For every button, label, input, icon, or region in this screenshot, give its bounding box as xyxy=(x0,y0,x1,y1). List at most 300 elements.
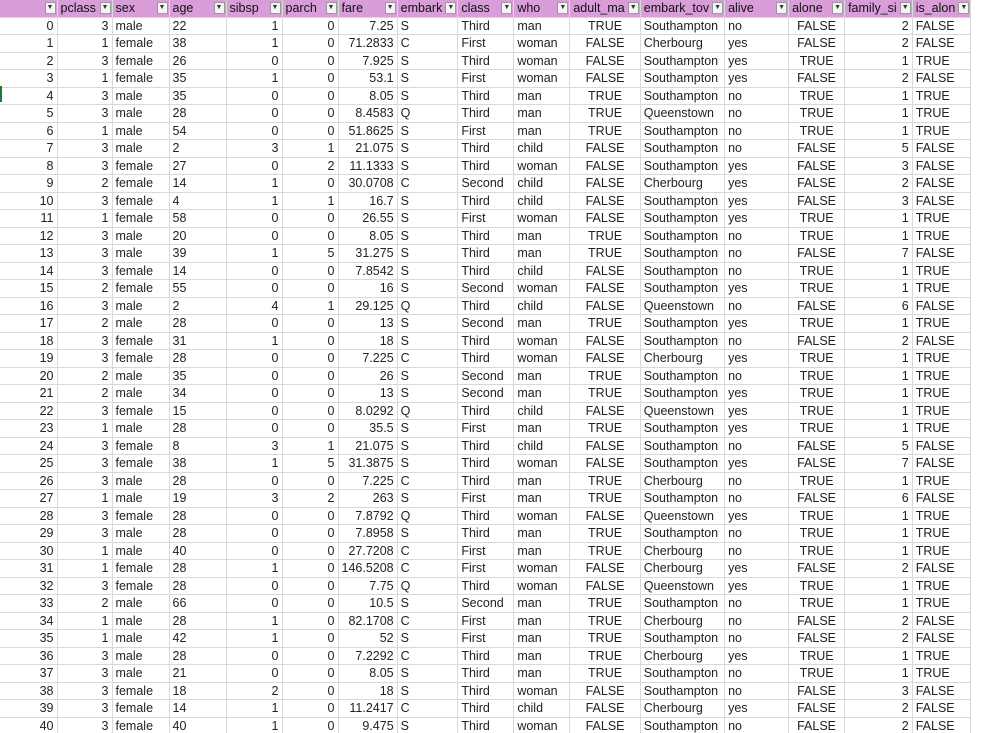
cell-index[interactable]: 2 xyxy=(0,52,57,70)
cell-index[interactable]: 36 xyxy=(0,647,57,665)
cell-class[interactable]: First xyxy=(458,630,514,648)
cell-index[interactable]: 29 xyxy=(0,525,57,543)
cell-age[interactable]: 19 xyxy=(169,490,226,508)
table-row[interactable] xyxy=(0,280,971,298)
cell-embark_tov[interactable]: Southampton xyxy=(640,192,724,210)
cell-adult_ma[interactable]: FALSE xyxy=(570,700,640,718)
filter-dropdown-icon[interactable]: ▼ xyxy=(326,2,337,14)
cell-alone[interactable]: TRUE xyxy=(789,122,845,140)
cell-adult_ma[interactable]: TRUE xyxy=(570,385,640,403)
cell-family_si[interactable]: 1 xyxy=(845,595,913,613)
cell-adult_ma[interactable]: TRUE xyxy=(570,595,640,613)
cell-sibsp[interactable]: 0 xyxy=(226,122,282,140)
cell-embark[interactable]: S xyxy=(397,17,458,35)
cell-family_si[interactable]: 6 xyxy=(845,490,913,508)
cell-fare[interactable]: 18 xyxy=(338,682,397,700)
cell-embark[interactable]: S xyxy=(397,332,458,350)
cell-class[interactable]: Third xyxy=(458,350,514,368)
cell-class[interactable]: First xyxy=(458,35,514,53)
column-header-embark_tov[interactable] xyxy=(640,0,724,17)
cell-fare[interactable]: 29.125 xyxy=(338,297,397,315)
filter-dropdown-icon[interactable]: ▼ xyxy=(214,2,225,14)
cell-embark[interactable]: Q xyxy=(397,105,458,123)
cell-class[interactable]: Third xyxy=(458,700,514,718)
cell-sibsp[interactable]: 0 xyxy=(226,577,282,595)
cell-parch[interactable]: 0 xyxy=(282,70,338,88)
column-header-sex[interactable] xyxy=(112,0,169,17)
cell-sex[interactable]: male xyxy=(112,542,169,560)
cell-alive[interactable]: no xyxy=(725,490,789,508)
cell-is_alon[interactable]: FALSE xyxy=(912,70,971,88)
cell-embark[interactable]: C xyxy=(397,175,458,193)
cell-pclass[interactable]: 1 xyxy=(57,420,112,438)
cell-fare[interactable]: 146.5208 xyxy=(338,560,397,578)
cell-who[interactable]: man xyxy=(514,630,570,648)
cell-alone[interactable]: FALSE xyxy=(789,682,845,700)
cell-who[interactable]: child xyxy=(514,700,570,718)
cell-alone[interactable]: TRUE xyxy=(789,262,845,280)
cell-index[interactable]: 23 xyxy=(0,420,57,438)
cell-family_si[interactable]: 1 xyxy=(845,87,913,105)
table-row[interactable] xyxy=(0,332,971,350)
cell-sibsp[interactable]: 1 xyxy=(226,17,282,35)
cell-parch[interactable]: 0 xyxy=(282,367,338,385)
cell-who[interactable]: woman xyxy=(514,577,570,595)
cell-class[interactable]: Third xyxy=(458,17,514,35)
cell-alive[interactable]: yes xyxy=(725,52,789,70)
cell-is_alon[interactable]: TRUE xyxy=(912,367,971,385)
cell-who[interactable]: woman xyxy=(514,70,570,88)
cell-embark_tov[interactable]: Southampton xyxy=(640,682,724,700)
cell-sibsp[interactable]: 0 xyxy=(226,280,282,298)
cell-family_si[interactable]: 1 xyxy=(845,647,913,665)
cell-embark[interactable]: C xyxy=(397,472,458,490)
column-header-adult_ma[interactable] xyxy=(570,0,640,17)
cell-embark_tov[interactable]: Queenstown xyxy=(640,297,724,315)
cell-class[interactable]: Third xyxy=(458,262,514,280)
cell-age[interactable]: 55 xyxy=(169,280,226,298)
cell-family_si[interactable]: 1 xyxy=(845,210,913,228)
cell-sex[interactable]: female xyxy=(112,437,169,455)
cell-alive[interactable]: yes xyxy=(725,507,789,525)
cell-parch[interactable]: 2 xyxy=(282,490,338,508)
cell-parch[interactable]: 0 xyxy=(282,52,338,70)
cell-class[interactable]: Third xyxy=(458,525,514,543)
cell-embark_tov[interactable]: Southampton xyxy=(640,315,724,333)
cell-family_si[interactable]: 1 xyxy=(845,472,913,490)
cell-embark[interactable]: S xyxy=(397,717,458,733)
cell-fare[interactable]: 7.25 xyxy=(338,17,397,35)
cell-parch[interactable]: 0 xyxy=(282,700,338,718)
column-header-age[interactable] xyxy=(169,0,226,17)
cell-parch[interactable]: 0 xyxy=(282,560,338,578)
cell-age[interactable]: 28 xyxy=(169,420,226,438)
table-row[interactable] xyxy=(0,647,971,665)
cell-alive[interactable]: no xyxy=(725,717,789,733)
cell-fare[interactable]: 26 xyxy=(338,367,397,385)
cell-parch[interactable]: 0 xyxy=(282,385,338,403)
cell-alone[interactable]: TRUE xyxy=(789,280,845,298)
cell-embark_tov[interactable]: Southampton xyxy=(640,420,724,438)
filter-dropdown-icon[interactable]: ▼ xyxy=(385,2,396,14)
cell-class[interactable]: Third xyxy=(458,52,514,70)
cell-adult_ma[interactable]: FALSE xyxy=(570,175,640,193)
cell-fare[interactable]: 7.8958 xyxy=(338,525,397,543)
cell-adult_ma[interactable]: FALSE xyxy=(570,560,640,578)
cell-class[interactable]: First xyxy=(458,490,514,508)
cell-index[interactable]: 37 xyxy=(0,665,57,683)
cell-adult_ma[interactable]: TRUE xyxy=(570,87,640,105)
cell-is_alon[interactable]: FALSE xyxy=(912,717,971,733)
cell-index[interactable]: 35 xyxy=(0,630,57,648)
cell-adult_ma[interactable]: TRUE xyxy=(570,647,640,665)
cell-sex[interactable]: female xyxy=(112,577,169,595)
cell-embark_tov[interactable]: Southampton xyxy=(640,490,724,508)
cell-embark[interactable]: S xyxy=(397,122,458,140)
cell-pclass[interactable]: 2 xyxy=(57,367,112,385)
cell-alone[interactable]: TRUE xyxy=(789,595,845,613)
cell-fare[interactable]: 11.1333 xyxy=(338,157,397,175)
cell-parch[interactable]: 0 xyxy=(282,507,338,525)
cell-parch[interactable]: 0 xyxy=(282,525,338,543)
cell-sex[interactable]: female xyxy=(112,70,169,88)
cell-age[interactable]: 2 xyxy=(169,140,226,158)
cell-class[interactable]: First xyxy=(458,122,514,140)
cell-pclass[interactable]: 3 xyxy=(57,717,112,733)
cell-alone[interactable]: FALSE xyxy=(789,717,845,733)
cell-class[interactable]: First xyxy=(458,210,514,228)
cell-sibsp[interactable]: 0 xyxy=(226,262,282,280)
cell-family_si[interactable]: 2 xyxy=(845,70,913,88)
cell-age[interactable]: 28 xyxy=(169,612,226,630)
cell-is_alon[interactable]: TRUE xyxy=(912,577,971,595)
cell-alive[interactable]: yes xyxy=(725,35,789,53)
cell-adult_ma[interactable]: FALSE xyxy=(570,350,640,368)
table-row[interactable] xyxy=(0,630,971,648)
cell-adult_ma[interactable]: FALSE xyxy=(570,70,640,88)
cell-class[interactable]: Second xyxy=(458,175,514,193)
cell-embark_tov[interactable]: Southampton xyxy=(640,227,724,245)
filter-dropdown-icon[interactable]: ▼ xyxy=(45,2,56,14)
cell-embark_tov[interactable]: Southampton xyxy=(640,717,724,733)
cell-embark[interactable]: S xyxy=(397,367,458,385)
column-header-who[interactable] xyxy=(514,0,570,17)
cell-alive[interactable]: yes xyxy=(725,385,789,403)
cell-class[interactable]: Second xyxy=(458,595,514,613)
cell-parch[interactable]: 1 xyxy=(282,437,338,455)
cell-embark_tov[interactable]: Queenstown xyxy=(640,577,724,595)
filter-dropdown-icon[interactable]: ▼ xyxy=(712,2,723,14)
cell-alone[interactable]: TRUE xyxy=(789,420,845,438)
cell-class[interactable]: First xyxy=(458,420,514,438)
cell-embark[interactable]: S xyxy=(397,87,458,105)
cell-is_alon[interactable]: FALSE xyxy=(912,455,971,473)
cell-embark[interactable]: S xyxy=(397,525,458,543)
table-row[interactable] xyxy=(0,192,971,210)
table-row[interactable] xyxy=(0,52,971,70)
cell-embark[interactable]: S xyxy=(397,157,458,175)
cell-age[interactable]: 42 xyxy=(169,630,226,648)
cell-adult_ma[interactable]: FALSE xyxy=(570,262,640,280)
table-row[interactable] xyxy=(0,262,971,280)
cell-who[interactable]: woman xyxy=(514,507,570,525)
cell-family_si[interactable]: 1 xyxy=(845,420,913,438)
cell-adult_ma[interactable]: TRUE xyxy=(570,227,640,245)
cell-family_si[interactable]: 7 xyxy=(845,455,913,473)
cell-adult_ma[interactable]: FALSE xyxy=(570,437,640,455)
cell-who[interactable]: woman xyxy=(514,350,570,368)
cell-parch[interactable]: 5 xyxy=(282,245,338,263)
cell-pclass[interactable]: 2 xyxy=(57,280,112,298)
cell-adult_ma[interactable]: FALSE xyxy=(570,52,640,70)
cell-is_alon[interactable]: TRUE xyxy=(912,262,971,280)
cell-alone[interactable]: FALSE xyxy=(789,437,845,455)
cell-fare[interactable]: 11.2417 xyxy=(338,700,397,718)
cell-index[interactable]: 11 xyxy=(0,210,57,228)
cell-index[interactable]: 5 xyxy=(0,105,57,123)
table-row[interactable] xyxy=(0,612,971,630)
cell-is_alon[interactable]: FALSE xyxy=(912,612,971,630)
cell-alive[interactable]: yes xyxy=(725,315,789,333)
cell-who[interactable]: child xyxy=(514,437,570,455)
cell-sex[interactable]: male xyxy=(112,420,169,438)
cell-alive[interactable]: yes xyxy=(725,350,789,368)
cell-age[interactable]: 39 xyxy=(169,245,226,263)
cell-index[interactable]: 15 xyxy=(0,280,57,298)
cell-pclass[interactable]: 3 xyxy=(57,52,112,70)
cell-adult_ma[interactable]: TRUE xyxy=(570,105,640,123)
cell-alive[interactable]: no xyxy=(725,245,789,263)
cell-who[interactable]: man xyxy=(514,367,570,385)
table-row[interactable] xyxy=(0,385,971,403)
cell-is_alon[interactable]: FALSE xyxy=(912,700,971,718)
cell-alone[interactable]: FALSE xyxy=(789,192,845,210)
cell-fare[interactable]: 7.225 xyxy=(338,350,397,368)
cell-family_si[interactable]: 5 xyxy=(845,437,913,455)
table-row[interactable] xyxy=(0,350,971,368)
cell-fare[interactable]: 16 xyxy=(338,280,397,298)
cell-is_alon[interactable]: TRUE xyxy=(912,420,971,438)
cell-sex[interactable]: female xyxy=(112,717,169,733)
cell-age[interactable]: 14 xyxy=(169,175,226,193)
cell-embark_tov[interactable]: Southampton xyxy=(640,262,724,280)
table-row[interactable] xyxy=(0,682,971,700)
cell-embark_tov[interactable]: Southampton xyxy=(640,70,724,88)
cell-alive[interactable]: no xyxy=(725,140,789,158)
cell-is_alon[interactable]: FALSE xyxy=(912,157,971,175)
cell-sex[interactable]: female xyxy=(112,35,169,53)
cell-family_si[interactable]: 1 xyxy=(845,367,913,385)
cell-parch[interactable]: 0 xyxy=(282,105,338,123)
cell-is_alon[interactable]: FALSE xyxy=(912,490,971,508)
cell-sex[interactable]: female xyxy=(112,262,169,280)
cell-fare[interactable]: 7.225 xyxy=(338,472,397,490)
table-row[interactable] xyxy=(0,210,971,228)
cell-family_si[interactable]: 1 xyxy=(845,350,913,368)
cell-pclass[interactable]: 1 xyxy=(57,35,112,53)
cell-class[interactable]: Third xyxy=(458,402,514,420)
cell-fare[interactable]: 30.0708 xyxy=(338,175,397,193)
cell-index[interactable]: 22 xyxy=(0,402,57,420)
cell-fare[interactable]: 31.3875 xyxy=(338,455,397,473)
cell-class[interactable]: Second xyxy=(458,315,514,333)
cell-class[interactable]: Third xyxy=(458,472,514,490)
cell-alone[interactable]: FALSE xyxy=(789,35,845,53)
cell-age[interactable]: 27 xyxy=(169,157,226,175)
cell-class[interactable]: Third xyxy=(458,157,514,175)
cell-embark_tov[interactable]: Queenstown xyxy=(640,105,724,123)
cell-sex[interactable]: female xyxy=(112,350,169,368)
cell-sex[interactable]: female xyxy=(112,175,169,193)
cell-pclass[interactable]: 3 xyxy=(57,455,112,473)
cell-parch[interactable]: 0 xyxy=(282,175,338,193)
cell-family_si[interactable]: 2 xyxy=(845,700,913,718)
cell-is_alon[interactable]: TRUE xyxy=(912,210,971,228)
cell-family_si[interactable]: 1 xyxy=(845,665,913,683)
cell-family_si[interactable]: 3 xyxy=(845,682,913,700)
cell-sex[interactable]: female xyxy=(112,157,169,175)
cell-embark[interactable]: S xyxy=(397,630,458,648)
cell-index[interactable]: 39 xyxy=(0,700,57,718)
cell-parch[interactable]: 5 xyxy=(282,455,338,473)
cell-index[interactable]: 18 xyxy=(0,332,57,350)
cell-index[interactable]: 21 xyxy=(0,385,57,403)
cell-age[interactable]: 28 xyxy=(169,507,226,525)
cell-adult_ma[interactable]: TRUE xyxy=(570,17,640,35)
cell-embark[interactable]: C xyxy=(397,647,458,665)
cell-sibsp[interactable]: 1 xyxy=(226,332,282,350)
cell-alone[interactable]: TRUE xyxy=(789,402,845,420)
cell-age[interactable]: 22 xyxy=(169,17,226,35)
cell-alive[interactable]: yes xyxy=(725,402,789,420)
cell-who[interactable]: child xyxy=(514,175,570,193)
cell-index[interactable]: 6 xyxy=(0,122,57,140)
cell-embark[interactable]: S xyxy=(397,192,458,210)
cell-alone[interactable]: TRUE xyxy=(789,472,845,490)
cell-index[interactable]: 8 xyxy=(0,157,57,175)
cell-alive[interactable]: no xyxy=(725,122,789,140)
cell-alone[interactable]: TRUE xyxy=(789,350,845,368)
cell-class[interactable]: Third xyxy=(458,87,514,105)
cell-alone[interactable]: FALSE xyxy=(789,175,845,193)
cell-alone[interactable]: FALSE xyxy=(789,612,845,630)
cell-age[interactable]: 40 xyxy=(169,717,226,733)
cell-sibsp[interactable]: 3 xyxy=(226,140,282,158)
cell-class[interactable]: Third xyxy=(458,437,514,455)
cell-family_si[interactable]: 2 xyxy=(845,175,913,193)
cell-who[interactable]: man xyxy=(514,420,570,438)
cell-is_alon[interactable]: FALSE xyxy=(912,140,971,158)
cell-alive[interactable]: no xyxy=(725,437,789,455)
cell-embark_tov[interactable]: Southampton xyxy=(640,385,724,403)
cell-index[interactable]: 13 xyxy=(0,245,57,263)
cell-who[interactable]: man xyxy=(514,315,570,333)
cell-alone[interactable]: TRUE xyxy=(789,87,845,105)
table-row[interactable] xyxy=(0,70,971,88)
cell-is_alon[interactable]: TRUE xyxy=(912,280,971,298)
cell-parch[interactable]: 0 xyxy=(282,630,338,648)
cell-alone[interactable]: FALSE xyxy=(789,70,845,88)
cell-embark_tov[interactable]: Southampton xyxy=(640,367,724,385)
cell-is_alon[interactable]: FALSE xyxy=(912,192,971,210)
cell-is_alon[interactable]: TRUE xyxy=(912,52,971,70)
table-row[interactable] xyxy=(0,87,971,105)
cell-age[interactable]: 28 xyxy=(169,315,226,333)
cell-pclass[interactable]: 2 xyxy=(57,385,112,403)
cell-parch[interactable]: 0 xyxy=(282,472,338,490)
cell-pclass[interactable]: 3 xyxy=(57,525,112,543)
cell-sex[interactable]: female xyxy=(112,210,169,228)
cell-fare[interactable]: 8.4583 xyxy=(338,105,397,123)
cell-who[interactable]: woman xyxy=(514,280,570,298)
cell-alone[interactable]: TRUE xyxy=(789,577,845,595)
cell-is_alon[interactable]: TRUE xyxy=(912,595,971,613)
cell-embark[interactable]: S xyxy=(397,385,458,403)
cell-alive[interactable]: yes xyxy=(725,420,789,438)
cell-is_alon[interactable]: FALSE xyxy=(912,332,971,350)
cell-is_alon[interactable]: TRUE xyxy=(912,385,971,403)
table-row[interactable] xyxy=(0,542,971,560)
cell-alive[interactable]: no xyxy=(725,472,789,490)
cell-alone[interactable]: TRUE xyxy=(789,665,845,683)
cell-sibsp[interactable]: 3 xyxy=(226,490,282,508)
cell-parch[interactable]: 0 xyxy=(282,647,338,665)
filter-dropdown-icon[interactable]: ▼ xyxy=(445,2,456,14)
cell-age[interactable]: 35 xyxy=(169,367,226,385)
cell-alive[interactable]: no xyxy=(725,525,789,543)
cell-embark_tov[interactable]: Cherbourg xyxy=(640,542,724,560)
cell-age[interactable]: 21 xyxy=(169,665,226,683)
cell-alive[interactable]: no xyxy=(725,367,789,385)
cell-is_alon[interactable]: FALSE xyxy=(912,630,971,648)
cell-alive[interactable]: no xyxy=(725,682,789,700)
table-row[interactable] xyxy=(0,490,971,508)
cell-family_si[interactable]: 1 xyxy=(845,507,913,525)
cell-is_alon[interactable]: TRUE xyxy=(912,472,971,490)
cell-is_alon[interactable]: FALSE xyxy=(912,245,971,263)
cell-sibsp[interactable]: 1 xyxy=(226,192,282,210)
cell-is_alon[interactable]: TRUE xyxy=(912,227,971,245)
cell-family_si[interactable]: 1 xyxy=(845,105,913,123)
cell-fare[interactable]: 71.2833 xyxy=(338,35,397,53)
cell-embark[interactable]: S xyxy=(397,665,458,683)
cell-embark[interactable]: S xyxy=(397,682,458,700)
cell-adult_ma[interactable]: FALSE xyxy=(570,280,640,298)
cell-age[interactable]: 31 xyxy=(169,332,226,350)
cell-family_si[interactable]: 1 xyxy=(845,542,913,560)
cell-embark[interactable]: S xyxy=(397,437,458,455)
cell-fare[interactable]: 13 xyxy=(338,315,397,333)
cell-is_alon[interactable]: FALSE xyxy=(912,17,971,35)
cell-fare[interactable]: 7.8542 xyxy=(338,262,397,280)
cell-adult_ma[interactable]: TRUE xyxy=(570,612,640,630)
cell-parch[interactable]: 0 xyxy=(282,332,338,350)
cell-alive[interactable]: yes xyxy=(725,647,789,665)
cell-fare[interactable]: 35.5 xyxy=(338,420,397,438)
table-row[interactable] xyxy=(0,700,971,718)
cell-alive[interactable]: no xyxy=(725,262,789,280)
cell-embark_tov[interactable]: Southampton xyxy=(640,245,724,263)
table-row[interactable] xyxy=(0,507,971,525)
cell-alone[interactable]: TRUE xyxy=(789,227,845,245)
cell-age[interactable]: 28 xyxy=(169,105,226,123)
cell-embark_tov[interactable]: Southampton xyxy=(640,455,724,473)
cell-family_si[interactable]: 1 xyxy=(845,227,913,245)
cell-age[interactable]: 20 xyxy=(169,227,226,245)
cell-adult_ma[interactable]: FALSE xyxy=(570,35,640,53)
cell-class[interactable]: First xyxy=(458,70,514,88)
cell-age[interactable]: 35 xyxy=(169,87,226,105)
